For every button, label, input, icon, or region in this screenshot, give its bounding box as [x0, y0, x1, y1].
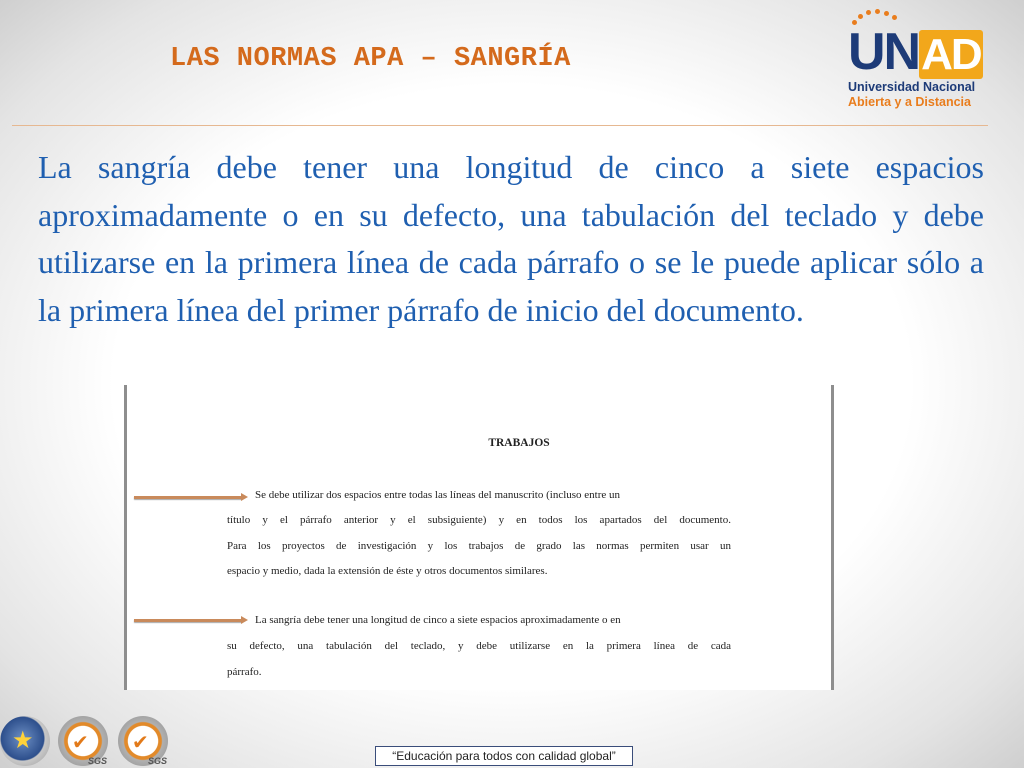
sgs-certification-icon	[118, 716, 168, 766]
star-icon: ★	[12, 726, 34, 754]
title-divider	[12, 125, 988, 126]
document-line: Se debe utilizar dos espacios entre todas las líneas del manuscrito (incluso entre un	[255, 489, 621, 501]
indent-arrow-icon	[134, 619, 242, 622]
document-line: párrafo.	[227, 666, 262, 678]
document-line: Para los proyectos de investigación y los trabajos de grado las normas permiten usar un	[227, 540, 731, 552]
seal-label: SGS	[88, 756, 108, 766]
logo-wordmark-un: UN	[848, 23, 920, 81]
colombia-seal-icon	[0, 716, 50, 766]
document-line: La sangría debe tener una longitud de cinco a siete espacios aproximadamente o en	[255, 614, 621, 626]
seal-label: SGS	[148, 756, 168, 766]
document-heading: TRABAJOS	[488, 437, 550, 449]
document-line: su defecto, una tabulación del teclado, y debe utilizarse en la primera línea de cada	[227, 640, 731, 652]
sgs-certification-icon	[58, 716, 108, 766]
document-line: espacio y medio, dada la extensión de éste y otros documentos similares.	[227, 565, 548, 577]
slide-title: LAS NORMAS APA – SANGRÍA	[170, 44, 571, 74]
check-icon: ✔	[132, 730, 149, 754]
logo-wordmark	[848, 23, 983, 81]
footer-motto: “Educación para todos con calidad global”	[375, 746, 633, 766]
body-paragraph: La sangría debe tener una longitud de cinco a siete espacios aproximadamente o en su defecto, una tabulación del teclado y debe utilizarse en la primera línea de cada párrafo o se le puede aplicar sólo a la primera línea del primer párrafo de inicio del documento.	[38, 149, 984, 328]
logo-university-subtitle: Abierta y a Distancia	[848, 95, 971, 109]
logo-wordmark-ad: AD	[921, 30, 981, 79]
indent-arrow-icon	[134, 496, 242, 499]
unad-logo	[846, 6, 992, 114]
check-icon: ✔	[72, 730, 89, 754]
document-line: título y el párrafo anterior y el subsiguiente) y en todos los apartados del documento.	[227, 514, 731, 526]
logo-university-name: Universidad Nacional	[848, 80, 976, 94]
document-example-image	[124, 385, 834, 690]
